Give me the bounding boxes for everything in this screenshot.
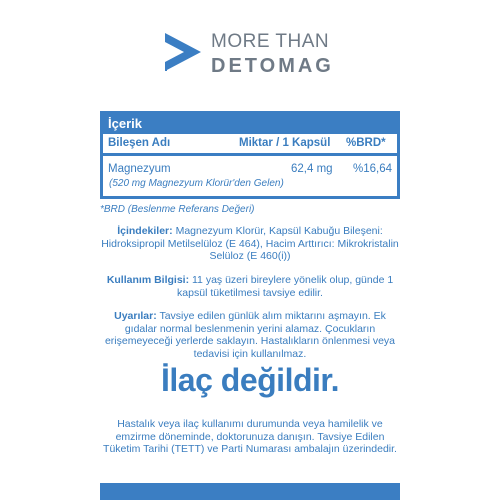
usage-text: 11 yaş üzeri bireylere yönelik olup, günde 1 kapsül tüketilmesi tavsiye edilir.: [177, 274, 394, 299]
warnings-label: Uyarılar:: [114, 310, 157, 322]
warnings-text: Tavsiye edilen günlük alım miktarını aşmayın. Ek gıdalar normal beslenmenin yerini alamaz. Çocukların erişemeyeceği yerlerde saklayın. Hastalıkların önlenmesi veya tedavisi için kullanılmaz.: [104, 310, 396, 360]
component-name: Magnezyum: [108, 163, 171, 175]
bottom-accent-bar: [100, 483, 400, 500]
table-row: [103, 160, 397, 178]
disclaimer-paragraph: Hastalık veya ilaç kullanımı durumunda veya hamilelik ve emzirme döneminde, doktorunuza danışın. Tavsiye Edilen Tüketim Tarihi (TETT) ve Parti Numarası ambalajın üzerindedir.: [103, 418, 397, 455]
column-header-component: Bileşen Adı: [108, 137, 171, 149]
table-heading: İçerik: [103, 114, 397, 134]
usage-paragraph: [100, 274, 400, 299]
component-source-note: (520 mg Magnezyum Klorür'den Gelen): [109, 178, 284, 189]
warnings-paragraph: [100, 310, 400, 360]
brand-logo: [163, 27, 363, 77]
not-medicine-heading: İlaç değildir.: [161, 362, 339, 398]
logo-brand-name: DETOMAG: [211, 55, 334, 77]
column-header-amount: Miktar / 1 Kapsül: [239, 137, 331, 149]
logo-tagline: MORE THAN: [211, 31, 330, 52]
chevron-arrow-logo-icon: [163, 29, 203, 75]
column-header-brd: %BRD*: [346, 137, 386, 149]
ingredients-label: İçindekiler:: [117, 225, 173, 237]
ingredients-paragraph: [100, 225, 400, 263]
component-brd: %16,64: [353, 163, 393, 175]
usage-label: Kullanım Bilgisi:: [106, 274, 190, 286]
ingredients-text: Magnezyum Klorür, Kapsül Kabuğu Bileşeni: Hidroksipropil Metilselüloz (E 464), Hacim Arttırıcı: Mikrokristalin Selüloz (E 460(i)): [101, 225, 399, 262]
component-amount: 62,4 mg: [291, 163, 333, 175]
table-column-headers: [103, 134, 397, 156]
nutrition-table: [100, 111, 400, 199]
brd-footnote: *BRD (Beslenme Referans Değeri): [100, 204, 255, 215]
